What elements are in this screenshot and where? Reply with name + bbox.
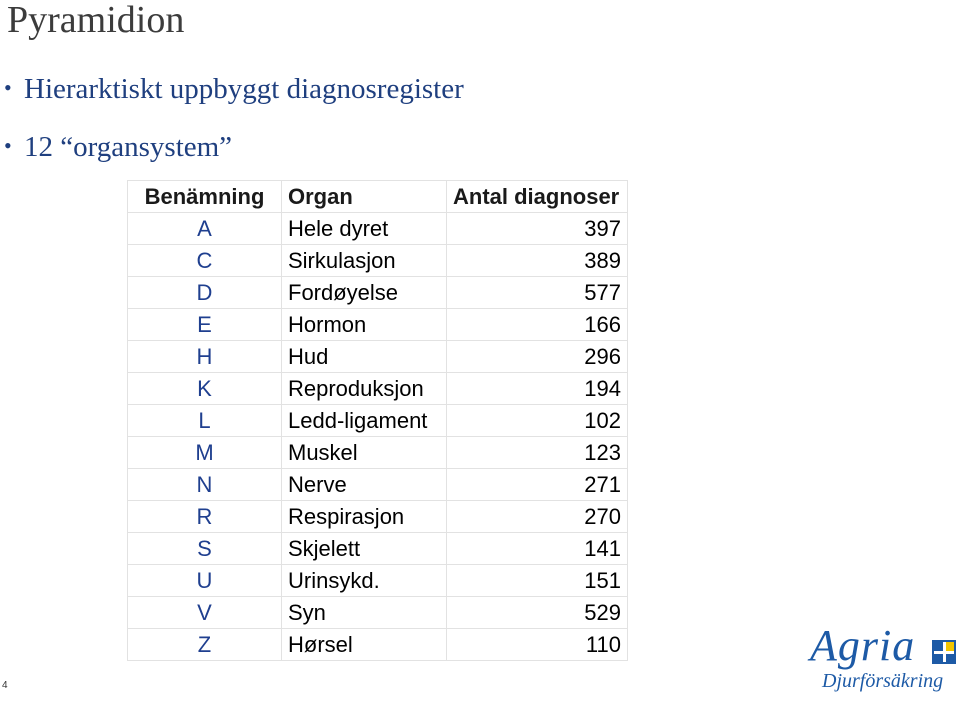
table-row [128, 405, 628, 437]
agria-logo [808, 621, 958, 698]
cell-count: 141 [447, 533, 628, 565]
cell-count: 389 [447, 245, 628, 277]
cell-count: 270 [447, 501, 628, 533]
table-row [128, 245, 628, 277]
cell-count: 397 [447, 213, 628, 245]
cell-organ: Respirasjon [282, 501, 447, 533]
cell-organ: Nerve [282, 469, 447, 501]
cell-organ: Hormon [282, 309, 447, 341]
cell-count: 296 [447, 341, 628, 373]
column-header-code: Benämning [128, 181, 282, 213]
diagnosis-table [127, 180, 628, 661]
cell-code: L [128, 405, 282, 437]
table-row [128, 373, 628, 405]
table-row [128, 533, 628, 565]
cell-organ: Syn [282, 597, 447, 629]
cell-organ: Hele dyret [282, 213, 447, 245]
column-header-organ: Organ [282, 181, 447, 213]
cell-organ: Sirkulasjon [282, 245, 447, 277]
bullet-item [4, 131, 232, 164]
table-row [128, 469, 628, 501]
cell-code: D [128, 277, 282, 309]
table-row [128, 501, 628, 533]
column-header-count: Antal diagnoser [447, 181, 628, 213]
cell-code: M [128, 437, 282, 469]
cell-code: U [128, 565, 282, 597]
cell-organ: Skjelett [282, 533, 447, 565]
cell-count: 102 [447, 405, 628, 437]
bullet-dot-icon: • [4, 75, 12, 100]
table-row [128, 629, 628, 661]
slide-title: Pyramidion [7, 0, 185, 41]
cell-code: H [128, 341, 282, 373]
cell-organ: Hud [282, 341, 447, 373]
table-row [128, 597, 628, 629]
bullet-text: Hierarktiskt uppbyggt diagnosregister [24, 73, 464, 105]
logo-wordmark: Agria [810, 621, 916, 670]
cell-count: 151 [447, 565, 628, 597]
cell-count: 271 [447, 469, 628, 501]
bullet-item [4, 73, 464, 106]
cell-organ: Fordøyelse [282, 277, 447, 309]
cell-count: 110 [447, 629, 628, 661]
table-row [128, 309, 628, 341]
page-number: 4 [2, 680, 8, 691]
cell-count: 529 [447, 597, 628, 629]
table-body [128, 213, 628, 661]
cell-code: S [128, 533, 282, 565]
cell-count: 166 [447, 309, 628, 341]
table-row [128, 437, 628, 469]
cell-code: A [128, 213, 282, 245]
cell-organ: Reproduksjon [282, 373, 447, 405]
logo-tagline: Djurförsäkring [822, 670, 944, 692]
cell-code: Z [128, 629, 282, 661]
table-row [128, 213, 628, 245]
cell-code: R [128, 501, 282, 533]
table-row [128, 341, 628, 373]
table-row [128, 565, 628, 597]
cell-organ: Muskel [282, 437, 447, 469]
cell-code: K [128, 373, 282, 405]
cell-code: V [128, 597, 282, 629]
cell-count: 123 [447, 437, 628, 469]
cell-organ: Ledd-ligament [282, 405, 447, 437]
cell-count: 194 [447, 373, 628, 405]
table-row [128, 277, 628, 309]
cell-organ: Hørsel [282, 629, 447, 661]
agria-mark-icon [932, 640, 956, 664]
cell-count: 577 [447, 277, 628, 309]
cell-code: N [128, 469, 282, 501]
bullet-dot-icon: • [4, 133, 12, 158]
cell-code: E [128, 309, 282, 341]
bullet-text: 12 “organsystem” [24, 131, 233, 163]
table-header-row [128, 181, 628, 213]
cell-code: C [128, 245, 282, 277]
cell-organ: Urinsykd. [282, 565, 447, 597]
